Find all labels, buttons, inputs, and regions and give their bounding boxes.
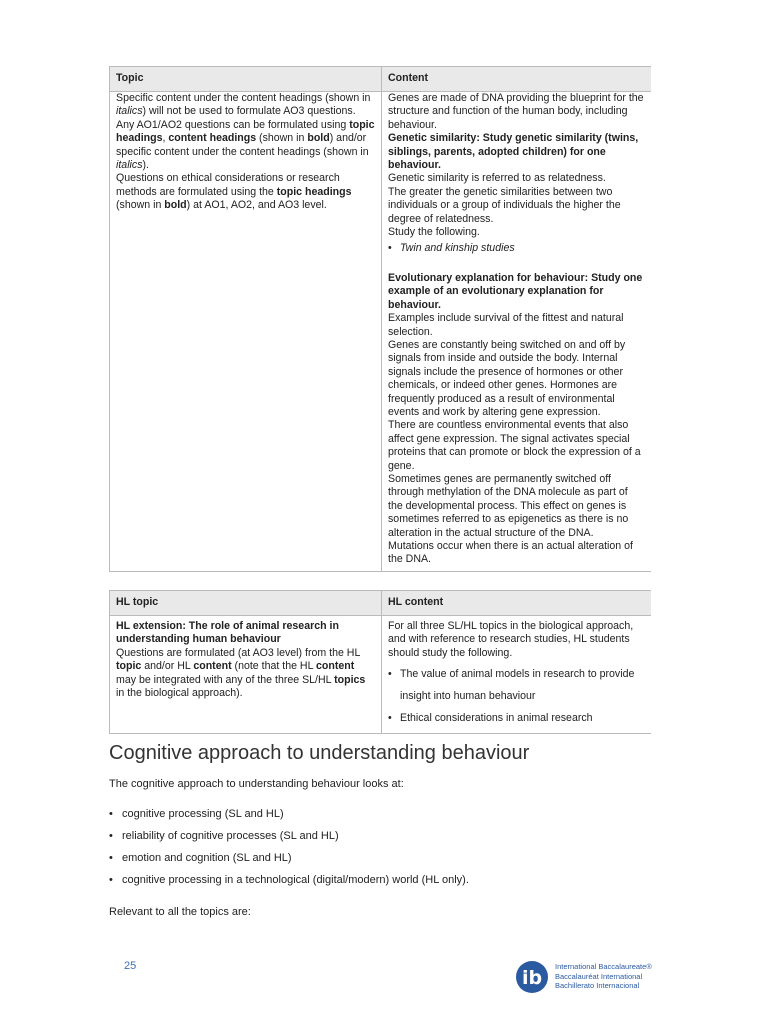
- paragraph: Questions on ethical considerations or research methods are formulated using the topic headings (shown in bold) at AO1, AO2, and AO3 level.: [116, 172, 352, 212]
- paragraph: Examples include survival of the fittest and natural selection.: [388, 312, 624, 338]
- list-item: • cognitive processing in a technological (digital/modern) world (HL only).: [109, 874, 469, 896]
- paragraph: Evolutionary explanation for behaviour: Study one example of an evolutionary explanation for behaviour.: [388, 271, 643, 311]
- list-item: • The value of animal models in research to provide insight into human behaviour: [388, 663, 645, 707]
- ib-logo-text: International Baccalaureate® Baccalauréat International Bachillerato Internacional: [555, 962, 652, 990]
- paragraph: Genes are constantly being switched on and off by signals from inside and outside the body. Internal signals include the presence of hormones or other chemicals, or indeed other genes. Hormones are frequently produced as a result of environmental events and work by altering gene expression.: [388, 338, 626, 418]
- twin-study-list: [388, 242, 645, 255]
- relevant-text: Relevant to all the topics are:: [109, 906, 251, 918]
- ib-logo: [515, 958, 655, 996]
- paragraph: Genetic similarity is referred to as relatedness.: [388, 172, 606, 185]
- content-cell: [382, 92, 652, 572]
- paragraph: There are countless environmental events that also affect gene expression. The signal activates special proteins that can promote or block the expression of a gene.: [388, 419, 641, 472]
- section-intro: The cognitive approach to understanding behaviour looks at:: [109, 778, 404, 790]
- paragraph: Questions are formulated (at AO3 level) from the HL topic and/or HL content (note that the HL content may be integrated with any of the three SL/HL topics in the biological approach).: [116, 646, 366, 700]
- paragraph: For all three SL/HL topics in the biological approach, and with reference to research studies, HL students should study the following.: [388, 620, 634, 659]
- paragraph: Genetic similarity: Study genetic similarity (twins, siblings, parents, adopted children) for one behaviour.: [388, 132, 639, 172]
- paragraph: Genes are made of DNA providing the blueprint for the structure and function of the human body, including behaviour.: [388, 92, 644, 131]
- list-item: • cognitive processing (SL and HL): [109, 808, 469, 830]
- list-item: • emotion and cognition (SL and HL): [109, 852, 469, 874]
- list-item: • Ethical considerations in animal research: [388, 707, 645, 729]
- page-number: 25: [124, 960, 137, 972]
- hl-content-cell: [382, 616, 652, 734]
- hl-topic-cell: [110, 616, 382, 734]
- header-hl-content: HL content: [382, 591, 652, 616]
- ib-logo-icon: [515, 958, 553, 996]
- section-title: Cognitive approach to understanding behaviour: [109, 742, 530, 764]
- list-item: • reliability of cognitive processes (SL and HL): [109, 830, 469, 852]
- paragraph: Mutations occur when there is an actual alteration of the DNA.: [388, 540, 633, 566]
- header-hl-topic: HL topic: [110, 591, 382, 616]
- paragraph: The greater the genetic similarities between two individuals or a group of individuals the higher the degree of relatedness.: [388, 185, 621, 225]
- list-item: • Twin and kinship studies: [388, 242, 645, 255]
- svg-text:ib: ib: [521, 967, 543, 989]
- hl-content-list: [388, 663, 645, 729]
- topic-cell: [110, 92, 382, 572]
- paragraph: Sometimes genes are permanently switched off through methylation of the DNA molecule as part of the developmental process. This effect on genes is sometimes referred to as epigenetics as there is no alteration in the actual structure of the DNA.: [388, 472, 629, 539]
- cognitive-topics-list: [109, 808, 469, 896]
- content-table-hl: [109, 590, 651, 734]
- paragraph: HL extension: The role of animal research in understanding human behaviour: [116, 620, 339, 646]
- paragraph: Any AO1/AO2 questions can be formulated using topic headings, content headings (shown in bold) and/or specific content under the content headings (shown in italics).: [116, 118, 375, 172]
- paragraph: Study the following.: [388, 226, 480, 239]
- paragraph: Specific content under the content headings (shown in italics) will not be used to formulate AO3 questions.: [116, 92, 371, 118]
- content-table-sl: [109, 66, 651, 572]
- header-content: Content: [382, 67, 652, 92]
- header-topic: Topic: [110, 67, 382, 92]
